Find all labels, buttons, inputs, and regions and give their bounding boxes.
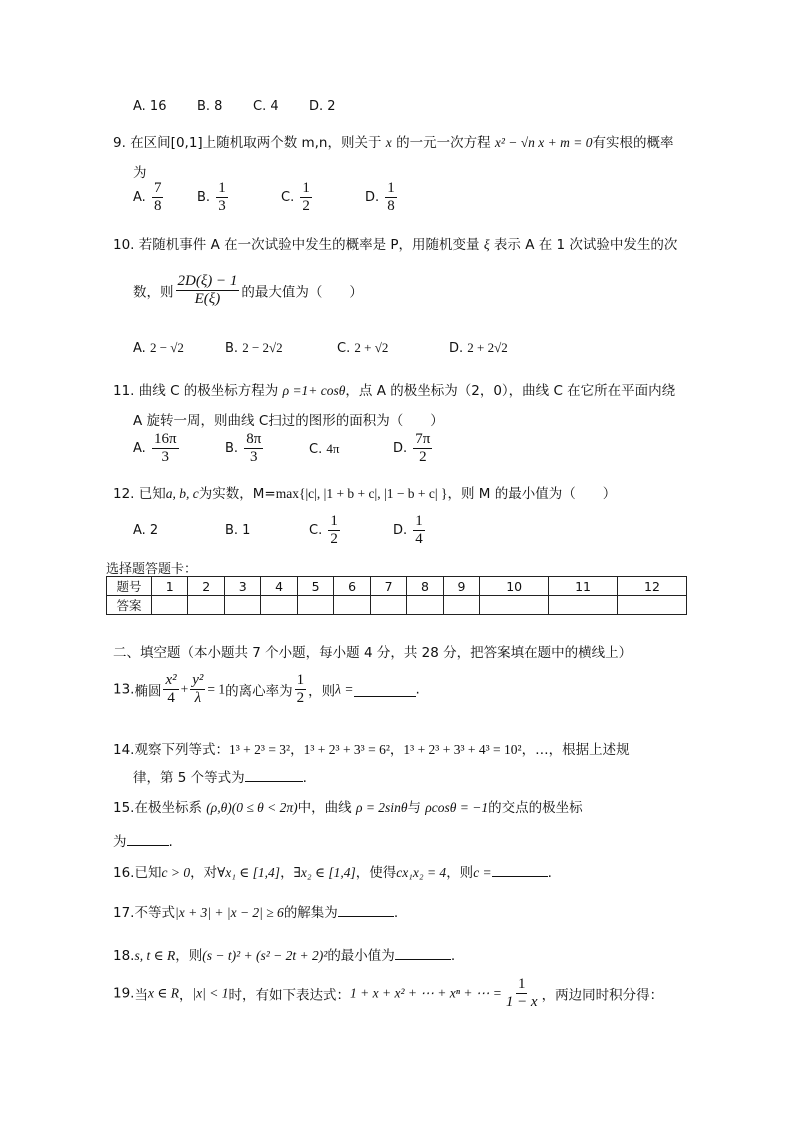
q15-text: 为 <box>113 834 127 850</box>
q11-text: ，点 A 的极坐标为（2，0），曲线 C 在它所在平面内绕 <box>345 383 676 399</box>
q14-number: 14. <box>113 742 135 758</box>
section-2-heading: 二、填空题（本小题共 7 个小题，每小题 4 分，共 28 分，把答案填在题中的横线上） <box>113 645 633 661</box>
answer-cell[interactable] <box>297 596 333 615</box>
q17-answer-blank[interactable] <box>338 903 394 917</box>
q11-text-cont: A 旋转一周，则曲线 C扫过的图形的面积为（ ） <box>133 413 444 429</box>
q13-frac-e: $\frac{1}{2}$ <box>296 672 305 706</box>
question-number-cell: 6 <box>334 577 370 596</box>
question-14: 14.观察下列等式：1³ + 2³ = 3²，1³ + 2³ + 3³ = 6²，1³ + 2³ + 3³ + 4³ = 10²，…，根据上述规 <box>113 742 630 758</box>
q16-text: 已知 <box>134 865 162 881</box>
table-row <box>107 577 687 596</box>
q13-text: ，则 <box>308 683 336 700</box>
q16-text: ，使得 <box>355 865 397 881</box>
option-label: B. 1 <box>225 523 251 538</box>
question-number-cell: 2 <box>188 577 224 596</box>
question-number-cell: 10 <box>480 577 549 596</box>
question-11 <box>113 379 675 399</box>
q12-option-b <box>225 523 250 538</box>
question-number-cell: 8 <box>407 577 443 596</box>
q14-answer-blank[interactable] <box>245 768 303 782</box>
option-label: C. <box>309 523 323 538</box>
q11-option-b <box>225 431 265 466</box>
q9-equation: x² − √n x + m = 0 <box>494 135 593 150</box>
q10-line2 <box>133 273 363 308</box>
question-number-cell: 5 <box>297 577 333 596</box>
q13-eq: = 1 <box>207 681 226 697</box>
q16-number: 16. <box>113 865 135 881</box>
q14-text: 观察下列等式： <box>134 742 229 758</box>
question-9 <box>113 131 674 151</box>
q19-series: 1 + x + x² + ⋯ + xⁿ + ⋯ = <box>350 985 502 1001</box>
q8-option-d: D. 2 <box>309 99 336 114</box>
q12-expression: max{|c|, |1 + b + c|, |1 − b + c| } <box>275 486 448 501</box>
option-label: D. <box>365 190 380 205</box>
q14-line2 <box>133 766 307 786</box>
q10-text: 表示 A 在 1 次试验中发生的次 <box>493 237 678 253</box>
q17-text: 不等式 <box>134 905 175 921</box>
q12-options <box>133 513 553 553</box>
q19-text: ， <box>178 987 193 1004</box>
option-label: B. <box>225 341 239 356</box>
q15-curve1: ρ = 2sinθ <box>355 800 408 815</box>
option-value: 2 + √2 <box>354 340 389 355</box>
q18-answer-blank[interactable] <box>395 946 451 960</box>
q9-option-b <box>197 180 230 215</box>
q15-curve2: ρcosθ = −1 <box>425 800 489 815</box>
option-label: C. <box>309 442 323 457</box>
q16-end: . <box>547 865 552 881</box>
fraction: $\frac{1}{2}$ <box>330 513 338 547</box>
q11-equation: ρ =1+ cosθ <box>282 383 346 398</box>
option-label: B. <box>197 190 211 205</box>
answer-cell[interactable] <box>261 596 297 615</box>
option-value: 2 − √2 <box>149 340 184 355</box>
q19-text: ，两边同时积分得： <box>541 987 664 1004</box>
q10-fraction: $\frac{2D(\xi) - 1}{E(\xi)}$ <box>177 273 238 307</box>
q18-vars: s, t ∈ R <box>134 948 176 963</box>
option-value: 2 + 2√2 <box>467 340 508 355</box>
fraction: $\frac{16\pi}{3}$ <box>153 431 177 465</box>
q12-number: 12. <box>113 486 135 502</box>
q12-text: 已知 <box>138 486 166 502</box>
q9-option-c <box>281 180 314 215</box>
q16-forall: ∀x₁ ∈ [1,4] <box>217 865 281 880</box>
q8-option-b: B. 8 <box>197 99 223 114</box>
fraction: $\frac{7}{8}$ <box>153 180 162 214</box>
option-label: A. <box>133 441 146 456</box>
question-18 <box>113 944 455 964</box>
q10-text: 数，则 <box>133 284 174 301</box>
q11-text: 曲线 C 的极坐标方程为 <box>138 383 279 399</box>
option-value: 2 − 2√2 <box>242 340 283 355</box>
q15-text: 的交点的极坐标 <box>488 800 583 816</box>
q13-number: 13. <box>113 681 135 698</box>
q14-end: . <box>302 770 307 786</box>
q13-text: 的离心率为 <box>225 683 293 700</box>
q10-options <box>133 340 553 360</box>
answer-row-header: 答案 <box>107 596 152 615</box>
fraction: $\frac{1}{8}$ <box>387 180 395 214</box>
question-12 <box>113 482 616 502</box>
q9-number: 9. <box>113 135 126 151</box>
q14-eq1: 1³ + 2³ = 3² <box>228 742 291 757</box>
answer-cell[interactable] <box>443 596 479 615</box>
fraction: $\frac{1}{2}$ <box>302 180 310 214</box>
q15-coord: (ρ,θ)(0 ≤ θ < 2π) <box>206 800 298 815</box>
q15-number: 15. <box>113 800 135 816</box>
q17-inequality: |x + 3| + |x − 2| ≥ 6 <box>174 905 284 920</box>
answer-cell[interactable] <box>617 596 686 615</box>
q8-option-c: C. 4 <box>253 99 279 114</box>
question-number-cell: 1 <box>152 577 188 596</box>
fraction: $\frac{1}{4}$ <box>415 513 423 547</box>
option-label: B. <box>225 441 239 456</box>
q17-number: 17. <box>113 905 135 921</box>
answer-cell[interactable] <box>224 596 260 615</box>
q9-var-x: x <box>385 135 392 150</box>
question-number-cell: 3 <box>224 577 260 596</box>
q19-text: 当 <box>134 987 148 1004</box>
q8-option-a: A. 16 <box>133 99 167 114</box>
option-label: D. <box>393 523 408 538</box>
q12-text: 为实数，M= <box>198 486 276 502</box>
q16-eq: cx₁x₂ = 4 <box>396 865 447 880</box>
q16-ans: c = <box>473 865 492 880</box>
q13-text: 椭圆 <box>134 683 162 700</box>
q10-xi: ξ <box>483 237 490 252</box>
option-value: 4π <box>326 441 340 456</box>
q16-text: ，则 <box>446 865 474 881</box>
answer-cell[interactable] <box>334 596 370 615</box>
q12-text: ，则 M 的最小值为（ ） <box>447 486 617 502</box>
answer-cell[interactable] <box>152 596 188 615</box>
q15-answer-blank[interactable] <box>127 832 169 846</box>
question-number-cell: 9 <box>443 577 479 596</box>
q18-end: . <box>450 948 456 964</box>
q9-option-a <box>133 180 165 215</box>
answer-cell[interactable] <box>370 596 406 615</box>
q9-options <box>133 180 533 220</box>
q10-text: 若随机事件 A 在一次试验中发生的概率是 P，用随机变量 <box>138 237 480 253</box>
q11-options <box>133 431 553 471</box>
q15-line2 <box>113 830 173 850</box>
option-label: A. 2 <box>133 523 159 538</box>
q18-number: 18. <box>113 948 135 964</box>
q14-eq2: 1³ + 2³ + 3³ = 6² <box>303 742 390 757</box>
q11-number: 11. <box>113 383 135 399</box>
fraction: $\frac{1}{3}$ <box>218 180 226 214</box>
q10-text: 的最大值为（ ） <box>241 284 363 301</box>
q17-end: . <box>393 905 399 921</box>
q11-option-c <box>309 441 339 457</box>
answer-cell[interactable] <box>549 596 618 615</box>
q19-number: 19. <box>113 985 135 1002</box>
q14-text: 律，第 5 个等式为 <box>133 770 245 786</box>
q15-text: 中，曲线 <box>297 800 352 816</box>
q14-text: ，…，根据上述规 <box>521 742 630 758</box>
q18-text: 的最小值为 <box>327 948 395 964</box>
q19-cond1: x ∈ R <box>147 985 179 1001</box>
question-17 <box>113 901 398 921</box>
answer-card-title: 选择题答题卡： <box>106 562 198 577</box>
q19-cond2: |x| < 1 <box>192 985 229 1001</box>
q13-end: . <box>415 681 420 698</box>
q16-answer-blank[interactable] <box>492 863 548 877</box>
q13-lambda: λ = <box>335 681 354 697</box>
question-13: 13.椭圆 $\frac{\text{x²}}{4}$ + $\frac{\text{y²}}{\lambda}$ = 1的离心率为 $\frac{1}{2}$ ，则λ = . <box>113 672 420 706</box>
fraction: $\frac{8\pi}{3}$ <box>246 431 262 465</box>
q9-text: 在区间[0,1]上随机取两个数 m,n，则关于 <box>130 135 382 151</box>
q15-end: . <box>168 834 173 850</box>
q10-option-a <box>133 340 184 356</box>
answer-card-table <box>106 576 687 615</box>
q16-cond: c > 0 <box>161 865 191 880</box>
row-header: 题号 <box>107 577 152 596</box>
q15-text: 与 <box>407 800 421 816</box>
q12-option-d <box>393 513 427 548</box>
answer-cell[interactable] <box>480 596 549 615</box>
q12-option-a <box>133 523 158 538</box>
q11-option-d <box>393 431 434 466</box>
q9-text: 有实根的概率 <box>592 135 674 151</box>
q14-eq3: 1³ + 2³ + 3³ + 4³ = 10² <box>403 742 522 757</box>
question-16 <box>113 861 552 881</box>
q17-text: 的解集为 <box>283 905 338 921</box>
option-label: C. <box>281 190 295 205</box>
q12-vars: a, b, c <box>165 486 199 501</box>
option-label: A. <box>133 341 146 356</box>
q9-option-d <box>365 180 399 215</box>
q19-fraction: $\frac{1}{1 - x}$ <box>505 976 538 1010</box>
q13-frac-y: $\frac{\text{y²}}{\lambda}$ <box>192 672 204 706</box>
question-number-cell: 12 <box>617 577 686 596</box>
option-label: C. <box>337 341 351 356</box>
answer-cell[interactable] <box>188 596 224 615</box>
q13-frac-x: $\frac{\text{x²}}{4}$ <box>165 672 177 706</box>
q18-expression: (s − t)² + (s² − 2t + 2)² <box>202 948 328 963</box>
q9-text-cont: 为 <box>133 165 147 181</box>
option-label: D. <box>393 441 408 456</box>
q19-text: 时，有如下表达式： <box>228 987 350 1004</box>
question-number-cell: 7 <box>370 577 406 596</box>
q16-text: ， <box>280 865 294 881</box>
question-number-cell: 11 <box>549 577 618 596</box>
q11-option-a <box>133 431 181 466</box>
q10-option-d <box>449 340 508 356</box>
q12-option-c <box>309 513 342 548</box>
question-19 <box>113 976 663 1011</box>
option-label: D. <box>449 341 464 356</box>
q15-text: 在极坐标系 <box>134 800 202 816</box>
q18-text: ，则 <box>175 948 203 964</box>
q10-number: 10. <box>113 237 135 253</box>
question-10 <box>113 233 677 253</box>
q9-text: 的一元一次方程 <box>396 135 491 151</box>
q13-answer-blank[interactable] <box>354 683 416 697</box>
q16-exists: ∃x₂ ∈ [1,4] <box>293 865 356 880</box>
q10-option-c <box>337 340 388 356</box>
fraction: $\frac{7\pi}{2}$ <box>415 431 431 465</box>
answer-cell[interactable] <box>407 596 443 615</box>
question-number-cell: 4 <box>261 577 297 596</box>
option-label: A. <box>133 190 146 205</box>
table-row <box>107 596 687 615</box>
q16-text: ，对 <box>190 865 218 881</box>
question-15 <box>113 796 583 816</box>
q10-option-b <box>225 340 283 356</box>
